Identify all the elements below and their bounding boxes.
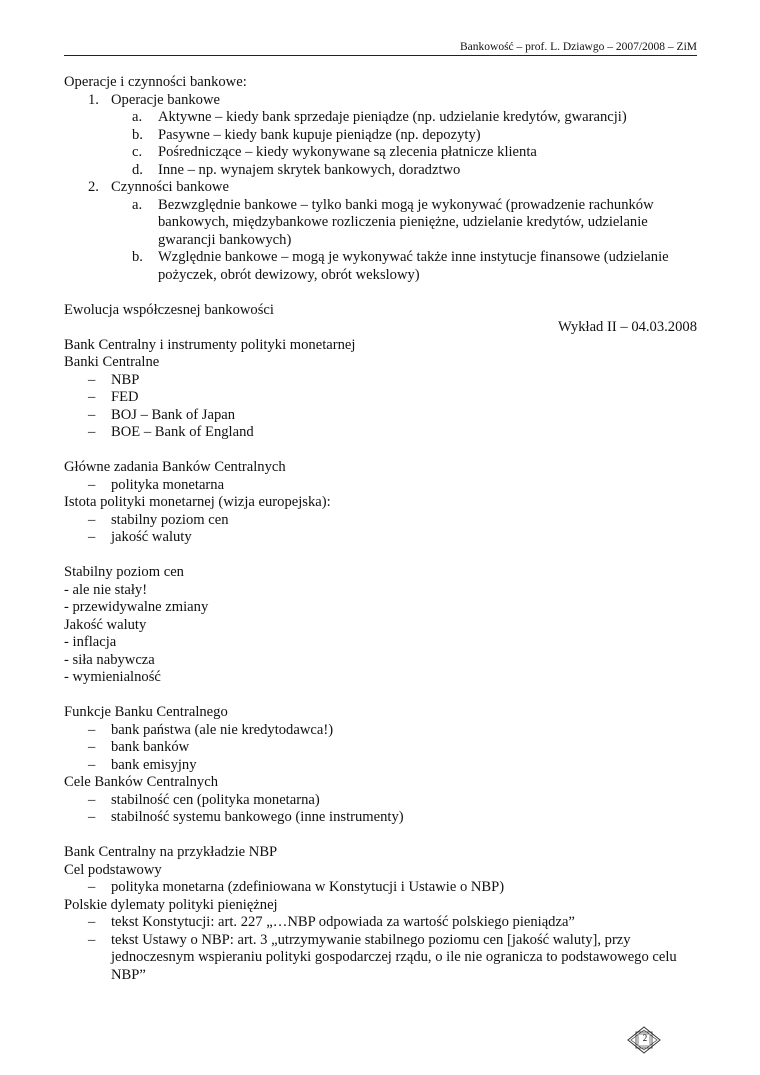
- list-item: [64, 144, 704, 162]
- list-text: stabilność cen (polityka monetarna): [111, 791, 320, 808]
- list-text: stabilny poziom cen: [111, 511, 229, 528]
- list-text: Pasywne – kiedy bank kupuje pieniądze (np. depozyty): [158, 126, 481, 143]
- text-line: - przewidywalne zmiany: [64, 599, 209, 615]
- list-letter: b.: [132, 126, 143, 143]
- dash-marker: –: [88, 424, 96, 440]
- dash-marker: –: [88, 476, 96, 493]
- dash-marker: –: [88, 879, 96, 895]
- list-text: BOE – Bank of England: [111, 424, 254, 440]
- list-text: tekst Konstytucji: art. 227 „…NBP odpowiada za wartość polskiego pieniądza”: [111, 914, 575, 930]
- dash-marker: –: [88, 511, 96, 528]
- list-item: [64, 757, 704, 775]
- list-item: [64, 424, 704, 442]
- heading-goals: Cele Banków Centralnych: [64, 774, 219, 790]
- list-item: [64, 792, 704, 810]
- list-text: Bezwzględnie bankowe – tylko banki mogą je wykonywać (prowadzenie rachunków bankowych, międzybankowe rozliczenia pieniężne, udzielanie kredytów, udzielanie gwarancji bankowych): [158, 196, 654, 248]
- list-text: FED: [111, 389, 139, 405]
- list-item: [64, 722, 704, 740]
- dash-marker: –: [88, 721, 96, 738]
- dash-marker: –: [88, 389, 96, 405]
- list-letter: a.: [132, 196, 143, 213]
- list-item: [64, 372, 704, 390]
- heading-essence: Istota polityki monetarnej (wizja europejska):: [64, 494, 331, 510]
- list-letter: a.: [132, 109, 143, 125]
- list-label: Czynności bankowe: [111, 179, 229, 195]
- list-text: Inne – np. wynajem skrytek bankowych, doradztwo: [158, 161, 461, 178]
- list-item: [64, 162, 704, 180]
- list-text: BOJ – Bank of Japan: [111, 406, 236, 423]
- dash-marker: –: [88, 914, 96, 930]
- list-text: Pośredniczące – kiedy wykonywane są zlecenia płatnicze klienta: [158, 144, 537, 160]
- dash-marker: –: [88, 406, 96, 423]
- list-item: [64, 932, 704, 985]
- list-item: [64, 127, 704, 145]
- heading-evolution: Ewolucja współczesnej bankowości: [64, 301, 274, 318]
- list-text: jakość waluty: [111, 529, 192, 545]
- list-text: Aktywne – kiedy bank sprzedaje pieniądze (np. udzielanie kredytów, gwarancji): [158, 109, 627, 125]
- dash-marker: –: [88, 529, 96, 545]
- list-letter: c.: [132, 144, 143, 160]
- dash-marker: –: [88, 809, 96, 825]
- heading-main-tasks: Główne zadania Banków Centralnych: [64, 459, 286, 475]
- list-item: [64, 512, 704, 530]
- list-item: [64, 914, 704, 932]
- list-item: [64, 197, 704, 250]
- list-label: Operacje bankowe: [111, 91, 220, 108]
- list-item: [64, 529, 704, 547]
- page-number: 2: [642, 1033, 648, 1043]
- heading-dilemmas: Polskie dylematy polityki pieniężnej: [64, 896, 278, 913]
- list-text: stabilność systemu bankowego (inne instrumenty): [111, 809, 404, 825]
- list-letter: b.: [132, 249, 143, 265]
- list-item: [64, 249, 704, 284]
- text-line: - ale nie stały!: [64, 581, 148, 598]
- text-line: - inflacja: [64, 634, 117, 650]
- list-item: [64, 739, 704, 757]
- dash-marker: –: [88, 371, 96, 388]
- list-text: bank państwa (ale nie kredytodawca!): [111, 721, 334, 738]
- text-line: - siła nabywcza: [64, 651, 155, 668]
- section-title-operations: Operacje i czynności bankowe:: [64, 74, 247, 90]
- dash-marker: –: [88, 756, 96, 773]
- lecture-date: Wykład II – 04.03.2008: [558, 319, 697, 335]
- list-number: 2.: [88, 179, 99, 195]
- heading-stable-price: Stabilny poziom cen: [64, 564, 184, 580]
- document-body: [64, 74, 704, 984]
- list-text: tekst Ustawy o NBP: art. 3 „utrzymywanie stabilnego poziomu cen [jakość waluty], przy jednoczesnym wspieraniu polityki gospodarczej rządu, o ile nie ogranicza to podstawowego celu NBP”: [111, 931, 677, 983]
- list-item: [64, 879, 704, 897]
- dash-marker: –: [88, 931, 96, 948]
- list-item: [64, 109, 704, 127]
- list-item: [64, 389, 704, 407]
- heading-nbp-example: Bank Centralny na przykładzie NBP: [64, 844, 278, 860]
- running-header: Bankowość – prof. L. Dziawgo – 2007/2008 – ZiM: [64, 41, 697, 56]
- list-item-activities: [64, 179, 704, 197]
- list-letter: d.: [132, 161, 143, 178]
- heading-currency-quality: Jakość waluty: [64, 616, 147, 633]
- list-text: polityka monetarna (zdefiniowana w Konstytucji i Ustawie o NBP): [111, 879, 505, 895]
- list-item-operations: [64, 92, 704, 110]
- dash-marker: –: [88, 791, 96, 808]
- heading-main-goal: Cel podstawowy: [64, 861, 162, 878]
- list-text: NBP: [111, 371, 140, 388]
- heading-central-banks: Banki Centralne: [64, 354, 160, 370]
- heading-central-bank: Bank Centralny i instrumenty polityki monetarnej: [64, 336, 356, 353]
- list-item: [64, 407, 704, 425]
- list-text: bank banków: [111, 739, 190, 755]
- list-item: [64, 809, 704, 827]
- text-line: - wymienialność: [64, 669, 161, 685]
- list-item: [64, 477, 704, 495]
- list-text: Względnie bankowe – mogą je wykonywać także inne instytucje finansowe (udzielanie pożyczek, obrót dewizowy, obrót wekslowy): [158, 249, 669, 283]
- list-number: 1.: [88, 91, 99, 108]
- dash-marker: –: [88, 739, 96, 755]
- list-text: polityka monetarna: [111, 476, 225, 493]
- list-text: bank emisyjny: [111, 756, 197, 773]
- heading-functions: Funkcje Banku Centralnego: [64, 704, 228, 720]
